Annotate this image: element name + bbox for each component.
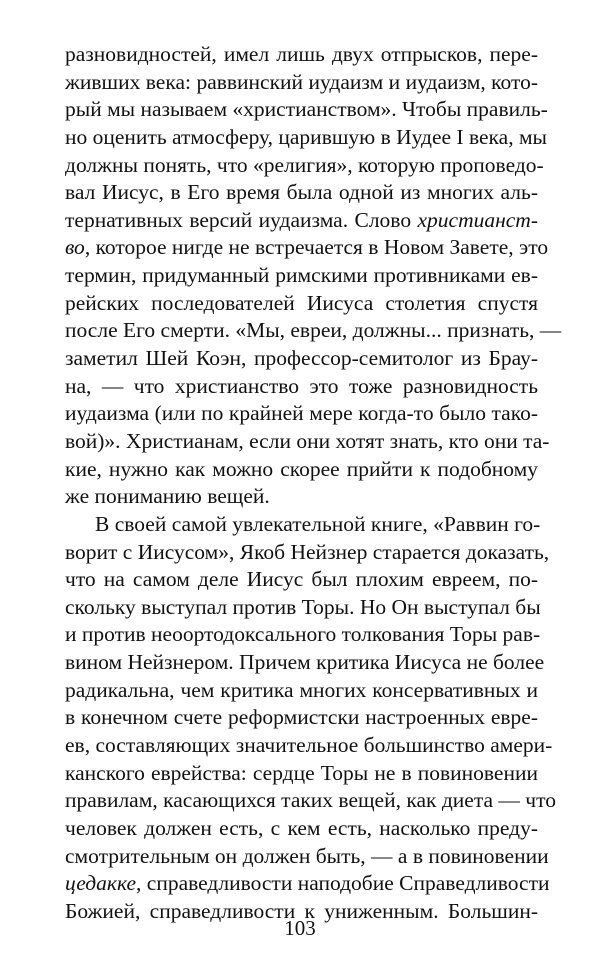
text-line xyxy=(65,843,549,871)
text-line xyxy=(65,428,550,456)
page-body-text xyxy=(65,41,562,926)
text-segment: вином Нейзнером. Причем критика Иисуса не более xyxy=(65,650,545,675)
text-line xyxy=(65,870,550,898)
text-line xyxy=(65,621,541,649)
text-line xyxy=(65,483,538,511)
text-segment: человек должен есть, с кем есть, насколько преду- xyxy=(65,815,538,840)
text-segment: смотрительным он должен быть, — а в повиновении xyxy=(65,843,549,868)
text-segment: вой)». Христианам, если они хотят знать, кто они та- xyxy=(65,428,550,453)
text-line xyxy=(65,732,553,760)
text-line xyxy=(65,96,548,124)
text-line xyxy=(65,41,538,69)
paragraph xyxy=(65,511,556,926)
text-line xyxy=(65,566,538,594)
text-segment: но оценить атмосферу, царившую в Иудее I века, мы xyxy=(65,124,547,149)
text-segment: рый мы называем «христианством». Чтобы правиль- xyxy=(65,97,548,122)
text-line xyxy=(65,594,541,622)
paragraph xyxy=(65,41,562,511)
text-line xyxy=(65,234,549,262)
text-segment: ворит с Иисусом», Якоб Нейзнер старается доказать, xyxy=(65,539,550,564)
text-segment: на, — что христианство это тоже разновидность xyxy=(65,373,538,398)
text-line xyxy=(65,373,538,401)
text-line xyxy=(65,317,562,345)
text-line xyxy=(65,787,556,815)
text-line xyxy=(65,152,544,180)
text-segment: заметил Шей Коэн, профессор-семитолог из Брау- xyxy=(65,346,538,371)
text-line xyxy=(65,649,545,677)
text-segment: после Его смерти. «Мы, евреи, должны... признать, — xyxy=(65,318,562,343)
text-segment: В своей самой увлекательной книге, «Раввин го- xyxy=(95,511,541,536)
text-segment: канского еврейства: сердце Торы не в повиновении xyxy=(65,760,538,785)
text-segment: правилам, касающихся таких вещей, как диета — что xyxy=(65,788,556,813)
text-line xyxy=(65,400,538,428)
text-line xyxy=(65,677,538,705)
text-segment: тернативных версий иудаизма. Слово xyxy=(65,207,418,232)
text-segment: термин, придуманный римскими противниками ев- xyxy=(65,263,538,288)
text-segment: рейских последователей Иисуса столетия спустя xyxy=(65,290,538,315)
text-line xyxy=(65,539,550,567)
text-segment: что на самом деле Иисус был плохим евреем, по- xyxy=(65,567,538,592)
text-segment: вал Иисус, в Его время была одной из многих аль- xyxy=(65,180,538,205)
italic-text: христианст- xyxy=(417,207,538,232)
text-segment: , справедливости наподобие Справедливости xyxy=(136,871,550,896)
text-line xyxy=(65,345,538,373)
text-segment: должны понять, что «религия», которую проповедо- xyxy=(65,152,544,177)
text-segment: живших века: раввинский иудаизм и иудаизм, кото- xyxy=(65,69,538,94)
text-segment: же пониманию вещей. xyxy=(65,484,270,509)
text-segment: скольку выступал против Торы. Но Он выступал бы xyxy=(65,594,541,619)
text-line xyxy=(65,179,538,207)
text-line xyxy=(65,456,538,484)
text-line xyxy=(65,124,547,152)
text-line xyxy=(65,815,538,843)
text-segment: радикальна, чем критика многих консервативных и xyxy=(65,677,538,702)
text-segment: кие, нужно как можно скорее прийти к подобному xyxy=(65,456,538,481)
text-line xyxy=(65,69,538,97)
text-segment: разновидностей, имел лишь двух отпрысков, пере- xyxy=(65,42,538,66)
text-line xyxy=(65,207,538,235)
text-segment: иудаизма (или по крайней мере когда-то было тако- xyxy=(65,401,538,426)
italic-text: цедакке xyxy=(65,871,137,896)
text-line xyxy=(65,290,538,318)
page-number: 103 xyxy=(284,916,316,940)
text-line xyxy=(65,511,541,539)
text-segment: в конечном счете реформистски настроенных евре- xyxy=(65,705,538,730)
text-segment: ев, составляющих значительное большинство амери- xyxy=(65,733,553,758)
text-segment: , которое нигде не встречается в Новом Завете, это xyxy=(84,235,549,260)
text-line xyxy=(65,262,538,290)
text-segment: Божией, справедливости к униженным. Большин- xyxy=(65,898,538,923)
text-line xyxy=(65,760,538,788)
italic-text: во xyxy=(65,235,85,260)
text-line xyxy=(65,704,538,732)
text-segment: и против неоортодоксального толкования Торы рав- xyxy=(65,622,541,647)
